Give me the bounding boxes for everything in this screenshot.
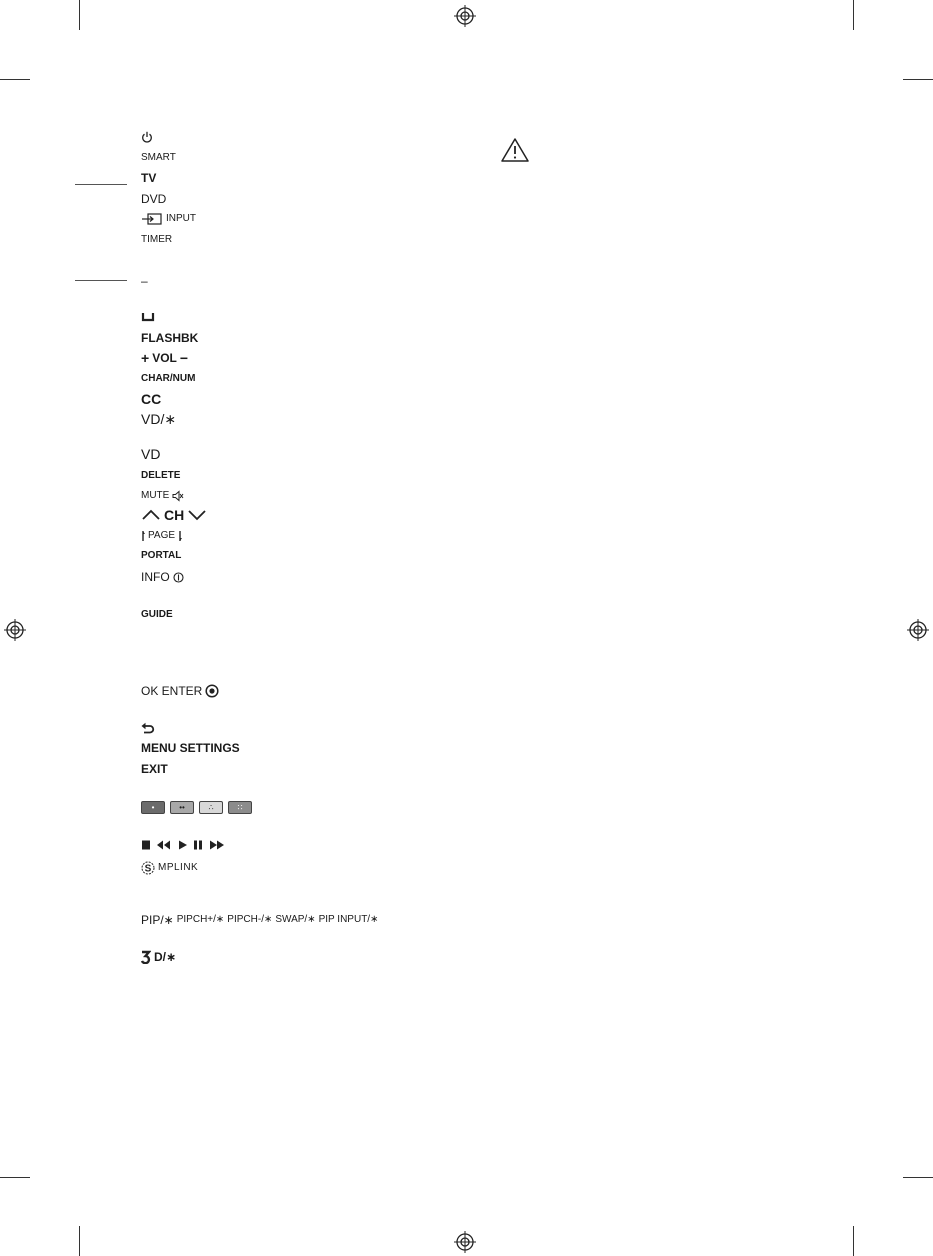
key-label-pipch-minus: PIPCH-/∗ [227, 914, 273, 925]
key-info [141, 570, 184, 584]
crop-mark [903, 79, 933, 80]
key-label: OK ENTER [141, 684, 203, 698]
space-icon [141, 310, 155, 322]
crop-mark [0, 1177, 30, 1178]
key-back [141, 722, 155, 734]
info-icon [173, 572, 184, 583]
key-dash [141, 274, 148, 288]
simplink-s-icon [141, 861, 155, 875]
key-label: CH [164, 507, 185, 523]
key-label: GUIDE [141, 609, 173, 620]
key-power [141, 131, 153, 143]
key-label: DVD [141, 192, 167, 206]
key-label: MENU SETTINGS [141, 741, 240, 755]
key-label: VD/∗ [141, 411, 177, 427]
key-label: PORTAL [141, 550, 182, 561]
key-guide [141, 608, 173, 622]
crop-mark [0, 79, 30, 80]
key-exit [141, 762, 168, 776]
key-label: CHAR/NUM [141, 373, 196, 384]
key-menu-settings [141, 741, 240, 755]
key-dvd [141, 192, 166, 206]
key-label: TIMER [141, 234, 173, 245]
page-left-icon [141, 530, 145, 542]
key-label: MUTE [141, 490, 170, 501]
chevron-down-icon [187, 509, 207, 521]
key-label-swap: SWAP/∗ [275, 914, 316, 925]
key-label: – [141, 274, 148, 288]
key-label: INPUT [166, 213, 196, 224]
key-label: D/∗ [154, 950, 177, 964]
key-delete [141, 469, 180, 483]
warning-icon [500, 137, 530, 163]
key-color-buttons [141, 801, 254, 814]
key-ok-enter [141, 684, 219, 698]
key-timer [141, 233, 172, 247]
section-rule [75, 280, 127, 281]
key-char-num [141, 372, 195, 386]
key-ch [141, 508, 207, 522]
green-button-icon: •• [170, 801, 194, 814]
key-input [141, 212, 196, 226]
key-page [141, 529, 182, 543]
page-right-icon [178, 530, 182, 542]
input-icon [141, 213, 163, 225]
registration-mark-icon [4, 619, 26, 641]
key-label: TV [141, 171, 157, 185]
svg-text:S: S [144, 863, 152, 875]
registration-mark-icon [454, 5, 476, 27]
mute-icon [172, 490, 184, 502]
section-rule [75, 184, 127, 185]
key-label: DELETE [141, 470, 181, 481]
key-label: EXIT [141, 762, 168, 776]
crop-mark [79, 0, 80, 30]
key-flashbk [141, 331, 198, 345]
key-3d [141, 950, 176, 964]
key-vd-star [141, 412, 176, 426]
key-label: VOL [152, 351, 177, 365]
key-label-pipch-plus: PIPCH+/∗ [176, 914, 225, 925]
crop-mark [853, 1226, 854, 1256]
key-pip-group [141, 913, 378, 927]
key-label: PAGE [148, 530, 176, 541]
crop-mark [853, 0, 854, 30]
enter-icon [205, 684, 219, 698]
key-smart [141, 151, 176, 165]
key-label: SMART [141, 152, 176, 163]
key-label: VD [141, 446, 161, 462]
blue-button-icon: ∷ [228, 801, 252, 814]
key-label: FLASHBK [141, 331, 199, 345]
back-icon [141, 722, 155, 734]
key-vol [141, 351, 188, 365]
key-cc [141, 392, 161, 406]
key-label: CC [141, 391, 162, 407]
crop-mark [79, 1226, 80, 1256]
registration-mark-icon [454, 1231, 476, 1253]
key-playback [141, 839, 241, 851]
key-label: INFO [141, 570, 170, 584]
key-portal [141, 549, 181, 563]
three-icon [141, 950, 151, 964]
key-label-pip-input: PIP INPUT/∗ [318, 914, 379, 925]
plus-icon: + [141, 350, 150, 366]
key-vd [141, 447, 160, 461]
registration-mark-icon [907, 619, 929, 641]
key-label: MPLINK [158, 862, 199, 873]
key-label-pip: PIP/∗ [141, 913, 174, 927]
yellow-button-icon: ∴ [199, 801, 223, 814]
key-tv [141, 171, 156, 185]
key-simplink [141, 861, 198, 875]
minus-icon: − [179, 350, 189, 366]
red-button-icon: • [141, 801, 165, 814]
power-icon [141, 131, 153, 143]
key-mute [141, 489, 184, 503]
chevron-up-icon [141, 509, 161, 521]
key-space [141, 310, 155, 322]
playback-controls-icon [141, 839, 241, 851]
crop-mark [903, 1177, 933, 1178]
